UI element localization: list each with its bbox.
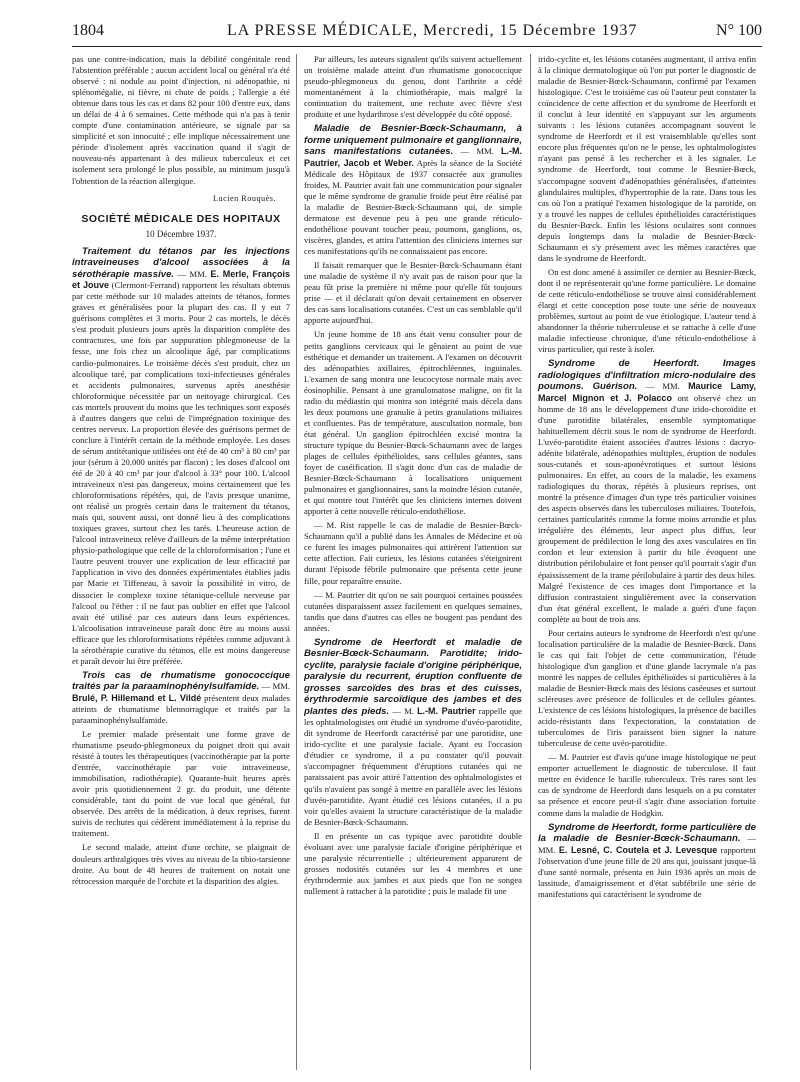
article-title: Syndrome de Heerfordt et maladie de Besnier-Bœck-Schaumann. Parotidite; irido-cyclite, paralysie faciale d'origine périphérique, paralysie du recurrent, éruption confluente de grosses sarcoïdes des bras et des cuisses, érythrodermie sarcoïdique des jambes et des plantes des pieds.: [304, 636, 522, 717]
article-title: Maladie de Besnier-Bœck-Schaumann, à forme uniquement pulmonaire et ganglionnaire, sans manifestations cutanées.: [304, 123, 522, 158]
article-authors: Maurice Lamy, Marcel Mignon et J. Polacco: [538, 381, 756, 403]
paragraph: Un jeune homme de 18 ans était venu consulter pour de petits ganglions cervicaux qui le gênaient au point de vue esthétique et demander un traitement. A l'examen on découvrit des adénopathies axillaires, épitrochléennes, inguinales. L'examen de sang montra une leucocytose normale mais avec éosinophilie. Pensant à une granulomatose maligne, on fit la radio du médiastin qui montra son intégrité mais décela dans les deux poumons une granulie à petits granulations miliaires et confluentes. Pas de température, auscultation normale, bon état général. Un ganglion épitrochléen excisé montra la structure typique du Besnier-Bœck-Schaumann avec de larges plages de cellules épithélioïdes, sans cellules géantes, sans foyer de caséification. Il s'agit donc d'un cas de maladie de Besnier-Bœck-Schaumann à localisations uniquement pulmonaires et ganglionnaires, sans la moindre lésion cutanée, et qui montre tout l'intérêt que les cliniciens internes doivent apporter à cette nouvelle réticulo-endothéliose.: [304, 329, 522, 517]
article-text: rapportent l'observation d'une jeune fille de 20 ans qui, jouissant jusque-là d'une santé normale, présenta en Juin 1936 après un mois de lassitude, d'amaigrissement et d'état subfébrile une série de manifestations qui caractérisent le syndrome de: [538, 844, 756, 899]
article-text: présentent deux malades atteints de rhumatisme blennorragique et traités par la paraaminophénylsulfamide.: [72, 692, 290, 725]
section-date: 10 Décembre 1937.: [145, 228, 217, 239]
author-signature: Lucien Rouquès.: [213, 193, 276, 203]
column-separator: [296, 54, 297, 1070]
article-paragraph: [72, 670, 290, 726]
dash: — M.: [389, 705, 418, 716]
article-authors: E. Merle, François et Jouve: [72, 268, 290, 291]
article-title: Traitement du tétanos par les injections intraveineuses d'alcool associées à la sérothérapie massive.: [72, 245, 290, 280]
dash: — MM.: [453, 146, 501, 157]
journal-title: LA PRESSE MÉDICALE, Mercredi, 15 Décembre 1937: [227, 22, 638, 39]
dash: — MM.: [259, 681, 290, 692]
paragraph: Il faisait remarquer que le Besnier-Bœck-Schaumann étant une maladie de système il n'y avait pas de raison pour que la peau fût prise la première ni même pour qu'elle fût toujours prise — et il déclarait qu'on devait certainement en observer des cas sans localisations cutanées. C'est un cas semblable qu'il apporte aujourd'hui.: [304, 260, 522, 326]
article-title: Syndrome de Heerfordt. Images radiologiques d'infiltration micro-nodulaire des poumons. Guérison.: [538, 358, 756, 393]
paragraph: pas une contre-indication, mais la débilité congénitale rend l'abstention préférable ; aucun accident local ou général n'a été observé : ni nodule au point d'injection, ni adénopathie, ni splénomégalie, ni fièvre, ni chute de poids ; l'allergie a été obtenue dans tous les cas et dans 82 pour 100 d'entre eux, dans un délai de 4 à 6 semaines. Cette méthode qui n'a pas à tenir compte d'une contamination antérieure, se signale par sa simplicité et son innocuité ; elle implique nécessairement une période d'isolement après vaccination quand il s'agit de nouveau-nés appartenant à des milieux tuberculeux et cet isolement sera prolongé le plus possible, au minimum jusqu'à l'obtention de la réaction allergique.: [72, 54, 290, 186]
article-title: Syndrome de Heerfordt, forme particulière de la maladie de Besnier-Bœck-Schaumann.: [538, 821, 756, 845]
discussion-paragraph: — M. Rist rappelle le cas de maladie de Besnier-Bœck-Schaumann qu'il a publié dans les Annales de Médecine et où ce furent les images pulmonaires qui attirèrent l'attention sur cette affection. Fait curieux, les lésions cutanées s'éteignirent durant l'épisode fébrile pulmonaire que présenta cette jeune fille, pour reparaître ensuite.: [304, 520, 522, 586]
article-text: Après la séance de la Société Médicale des Hôpitaux de 1937 consacrée aux granulies froides, M. Pautrier avait fait une communication pour signaler que le même syndrome de granulie froide peut être réalisé par la maladie de Besnier-Bœck-Schaumann qui, de simple dermatose est devenue peu à peu une grande réticulo-endothéliose pouvant toucher peau, poumons, ganglions, os, viscères, glandes, et attira l'attention des cliniciens internes sur ces manifestations qu'ils ne connaissaient pas encore.: [304, 157, 522, 257]
paragraph: Le premier malade présentait une forme grave de rhumatisme pseudo-phlegmoneux du poignet droit qui avait résisté à toutes les thérapeutiques (vaccinothérapie par la porte d'entrée, vaccinothérapie par voie intraveineuse, immobilisation, radiothérapie). Quarante-huit heures après avoir pris quotidiennement 2 gr. du produit, une détente considérable, tant du point de vue local que général, fut observée. Des arrêts de la médication, à deux reprises, furent suivis de rechutes qui cédèrent immédiatement à la reprise du traitement.: [72, 728, 290, 839]
article-paragraph: [72, 246, 290, 667]
article-paragraph: [538, 822, 756, 900]
paragraph: Le second malade, atteint d'une orchite, se plaignait de douleurs arthralgiques très vives au niveau de la tibio-tarsienne droite. Au bout de 48 heures de traitement on notait une rétrocession marquée de l'orchite et la disparition des algies.: [72, 842, 290, 886]
dash: — MM.: [637, 381, 689, 392]
discussion-paragraph: — M. Pautrier est d'avis qu'une image histologique ne peut emporter actuellement le diagnostic de tuberculose. Il faut mettre en évidence le bacille tuberculeux. Très rares sont les cas de syndrome de Heerfordt dans lesquels on a pu constater sa présence et encore peut-il s'agir d'une association fortuite comme dans la maladie de Hodgkin.: [538, 752, 756, 818]
paragraph: Il en présente un cas typique avec parotidite double évoluant avec une paralysie faciale d'origine périphérique et une paralysie récurrentielle ; ultérieurement apparurent de grosses nodosités cutanées sur les 4 membres et une érythrodermie aux jambes et aux pieds que l'on ne songea nullement à rattacher à la parotidite ; puis le malade fit une: [304, 830, 522, 896]
article-paragraph: [304, 123, 522, 257]
article-text: rappelle que les ophtalmologistes ont étudié un syndrome d'uvéo-parotidite, dit syndrome de Heerfordt caractérisé par une parotidite, une irido-cyclite et une paralysie faciale. Ayant eu l'occasion d'étudier ce syndrome, il a pu constater qu'il pouvait s'accompagner fréquemment d'éruptions cutanées qui ne paraissaient pas avoir attiré l'attention des ophtalmologistes et qu'ils n'avaient pas songé à mettre en parallèle avec les lésions d'uvéo-parotidite. Ayant étudié ces lésions cutanées, il a pu voir qu'elles avaient la structure caractéristique de la maladie de Besnier-Bœck-Schaumann.: [304, 705, 522, 827]
paragraph: On est donc amené à assimiler ce dernier au Besnier-Bœck, dont il ne représenterait qu'une forme particulière. Le domaine de cette réticulo-endothéliose se trouve ainsi considérablement élargi et cette conception pose toute une série de nouveaux problèmes, surtout au point de vue étiologique. L'auteur tend à abandonner la théorie tuberculeuse et se rattache à celle d'une maladie infectieuse chronique, d'une réticulo-endothéliose à virus particulier, qui reste à isoler.: [538, 266, 756, 355]
article-paragraph: [304, 637, 522, 828]
article-text: (Clermont-Ferrand) rapportent les résultats obtenus par cette méthode sur 10 malades atteints de tétanos, formes graves et généralisées pour la plupart des cas. Il y eut 7 guérisons complètes et 3 morts. Pour 2 cas mortels, le décès s'est produit plusieurs jours après la disparition complète des contractures, une fois par suppuration phlegmoneuse de la fesse, une fois chez un alcoolique âgé, par complications cardio-pulmonaires. Le troisième décès s'est produit, chez un alcoolique taré, par complications toxi-infectieuses générales et accidents pulmonaires, survenus après anesthésie chloroformique nécessitée par un nettoyage chirurgical. Ces cas mortels prouvent du moins que les techniques sont exposés à d'autres dangers que celui de l'imprégnation toxinique des centres nerveux. La proportion élevée des guérisons permet de conclure à l'intérêt certain de la méthode employée. Les doses de sérum antitétanique utilisées ont été de 40 cm³ à 80 cm³ par jour (sérum à 20.000 unités par flacon) ; les doses d'alcool ont été de 20 à 40 cm³ par jour d'alcool à 33° pour 100. L'alcool intraveineux n'est pas dangereux, moins certainement que les chloroformisations répétées, qui, de l'avis presque unanime, ont réalisé un progrès certain dans le traitement du tétanos, mais qui, souvent aussi, ont donné lieu à des complications toxiques graves, surtout chez les tarés. L'heureuse action de l'alcool intraveineux relève d'ailleurs de la même interprétation physio-pathologique que celle de la chloroformisation ; l'une et l'autre peuvent trouver une explication de leur efficacité par l'application in vivo des données expérimentales établies jadis par Marie et Tiffeneau, à savoir la possibilité in vitro, de dissocier le complexe toxine tétanique-cellule nerveuse par l'alcool ou l'éther : il ne faut pas oublier en effet que l'alcool avait été utilisé par ces auteurs dans leurs expériences. L'alcoolisation intraveineuse paraît donc être au moins aussi efficace que les chloroformisations répétées comme adjuvant à la sérothérapie curative du tétanos, elle est moins dangereuse et paraît devoir lui être préférée.: [72, 280, 290, 666]
issue-number: N° 100: [716, 22, 762, 39]
paragraph: Par ailleurs, les auteurs signalent qu'ils suivent actuellement un troisième malade atteint d'un rhumatisme gonococcique pseudo-phlegmoneux du genou, dont l'arthrite a cédé momentanément à la chimiothérapie, mais malgré la continuation du traitement, une rechute avec fièvre s'est produite et une hydarthrose s'est développée du côté opposé.: [304, 54, 522, 120]
article-text: ont observé chez un homme de 18 ans le développement d'une irido-choroïdite et d'une parotidite bilatérales, ensemble symptomatique habituellement décrit sous le nom de syndrome de Heerfordt. L'uvéo-parotidite étaient associées d'autres lésions : dacryo-adénite bilatérale, adénopathies multiples, éruption de nodules sous-cutanés et sous-aponévrotiques et surtout lésions pulmonaires. En effet, au cours de la maladie, les examens radiologiques du thorax, répétés à plusieurs reprises, ont montré la présence d'images d'un type très particulier voisines des aspects observés dans les tuberculoses miliaires. Toutefois, certaines particularités comme la forme moins arrondie et plus irrégulière des éléments, leur aspect plus diffus, leur groupement de prédilection le long des axes vasculaires en fin cordon et leur extension à partir du hile évoquent une distribution périlobulaire et font penser qu'il pourrait s'agir d'un épaississement de la trame périlobulaire à partir des deux hiles. Malgré l'existence de ces images dont l'importance et la diffusion contrastaient singulièrement avec la conservation d'un état général excellent, le malade a guéri d'une façon complète au bout de trois ans.: [538, 392, 756, 624]
column-1: [72, 54, 290, 1074]
section-title: SOCIÉTÉ MÉDICALE DES HOPITAUX: [81, 212, 281, 225]
header-rule: [72, 46, 762, 47]
page-header: [72, 22, 762, 44]
discussion-paragraph: — M. Pautrier dit qu'on ne sait pourquoi certaines poussées cutanées disparaissent assez facilement en quelques semaines, tandis que dans d'autres cas elles ne bougent pas pendant des années.: [304, 589, 522, 633]
paragraph: irido-cyclite et, les lésions cutanées augmentant, il arriva enfin à la clinique dermatologique où l'on put porter le diagnostic de maladie de Besnier-Bœck-Schaumann, confirmé par l'examen histologique. C'est le troisième cas où l'auteur peut constater la coïncidence de cette affection et du syndrome de Heerfordt et il conclut à leur identité en s'appuyant sur les arguments suivants : les lésions cutanées accompagnant souvent le syndrome de Heerfordt et il est vraisemblable qu'elles sont encore plus fréquentes qu'on ne le pense, les ophtalmologistes n'ayant pas pensé à les rechercher et à les signaler. Le syndrome de Heerfordt, tout comme le Besnier-Bœck, s'accompagne souvent d'adénopathies généralisées, d'atteintes glandulaires multiples, d'hypertrophie de la rate. Dans tous les cas où l'on a pratiqué l'examen histologique de la parotide, on y a trouvé les nappes de cellules épithélioïdes caractéristiques du Besnier-Bœck. Enfin les lésions oculaires sont connues depuis longtemps dans la maladie de Besnier-Bœck-Schaumann et s'y présentent avec les mêmes caractères que dans le syndrome de Heerfordt.: [538, 54, 756, 263]
article-authors: Brulé, P. Hillemand et L. Vildé: [72, 692, 202, 703]
article-authors: E. Lesné, C. Coutela et J. Levesque: [558, 844, 718, 855]
paragraph: Pour certains auteurs le syndrome de Heerfordt n'est qu'une localisation particulière de la maladie de Besnier-Bœck. Dans le cas qui fait l'objet de cette communication, l'étude histologique d'un ganglion et d'une glande lacrymale n'a pas montré les nappes de cellules épithélioïdes si particulières à la maladie de Besnier-Bœck mais des lésions caséeuses et surtout scléreuses avec présence de follicules et de cellules géantes. L'existence de ces lésions histologiques, la présence de bacilles acido-résistants dans l'expectoration, la constatation de tuberculomes de l'iris paraissent bien signer la nature tuberculeuse de cette uvéo-parotidite.: [538, 627, 756, 749]
column-3: [538, 54, 756, 1074]
column-2: [304, 54, 522, 1074]
article-authors: L.-M. Pautrier, Jacob et Weber.: [304, 146, 522, 168]
page-number: 1804: [72, 22, 104, 39]
article-title: Trois cas de rhumatisme gonococcique traités par la paraaminophénylsulfamide.: [72, 669, 290, 693]
article-paragraph: [538, 358, 756, 624]
dash: — MM.: [174, 268, 211, 279]
column-separator: [530, 54, 531, 1070]
article-authors: L.-M. Pautrier: [417, 705, 476, 716]
dash: — MM.: [538, 833, 756, 855]
